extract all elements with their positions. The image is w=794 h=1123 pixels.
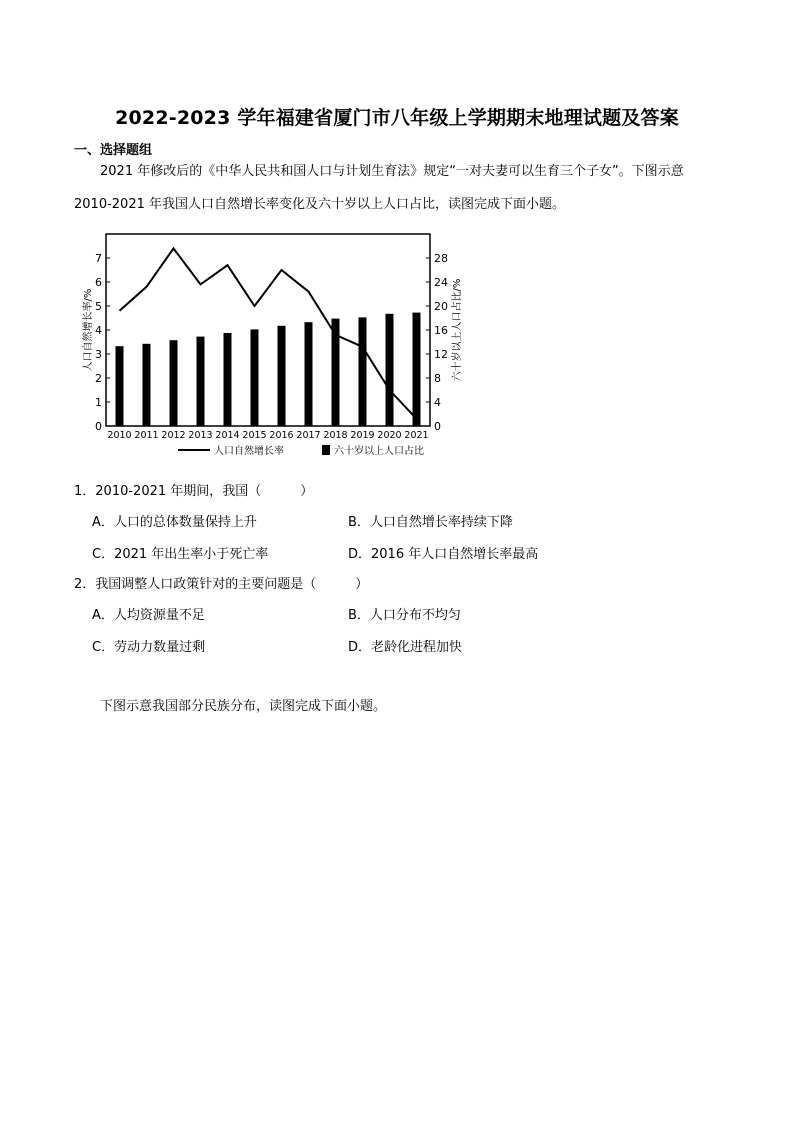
bar-2014 [224, 333, 232, 426]
question-1-option-b: B．人口自然增长率持续下降 [348, 515, 513, 530]
document-title: 2022-2023 学年福建省厦门市八年级上学期期末地理试题及答案 [115, 107, 679, 129]
plot-frame [106, 234, 430, 426]
x-tick-label: 2018 [323, 430, 348, 441]
x-tick-label: 2016 [269, 430, 294, 441]
right-tick-label: 12 [434, 348, 448, 361]
question-2-option-b: B．人口分布不均匀 [348, 608, 461, 623]
bar-2020 [386, 314, 394, 426]
bar-2010 [116, 346, 124, 426]
right-tick-label: 0 [434, 420, 441, 433]
question-2-stem: 2．我国调整人口政策针对的主要问题是（ ） [74, 577, 369, 592]
intro-paragraph-line1: 2021 年修改后的《中华人民共和国人口与计划生育法》规定“一对夫妻可以生育三个子女”。下图示意 [100, 164, 684, 179]
chart-svg [82, 228, 482, 464]
left-tick-label: 4 [95, 324, 102, 337]
bar-2017 [305, 322, 313, 426]
legend-bar-swatch [322, 445, 330, 455]
population-chart [82, 228, 482, 464]
x-tick-label: 2017 [296, 430, 321, 441]
left-axis-label: 人口自然增长率/% [83, 288, 94, 372]
question-2-option-a: A．人均资源量不足 [92, 608, 205, 623]
left-tick-label: 1 [95, 396, 102, 409]
line-series [120, 248, 417, 418]
left-tick-label: 0 [95, 420, 102, 433]
x-tick-label: 2021 [404, 430, 429, 441]
bar-2019 [359, 317, 367, 426]
legend-label-growth: 人口自然增长率 [214, 446, 284, 457]
bar-2011 [143, 344, 151, 426]
right-tick-label: 16 [434, 324, 448, 337]
intro-paragraph-line2: 2010-2021 年我国人口自然增长率变化及六十岁以上人口占比，读图完成下面小题。 [74, 197, 565, 212]
x-tick-label: 2010 [107, 430, 132, 441]
chart-legend [178, 444, 424, 457]
left-tick-label: 3 [95, 348, 102, 361]
right-axis-label: 六十岁以上人口占比/% [452, 278, 463, 382]
bar-series [116, 313, 421, 426]
x-tick-label: 2012 [161, 430, 186, 441]
right-tick-label: 20 [434, 300, 448, 313]
left-tick-label: 6 [95, 276, 102, 289]
bar-2016 [278, 326, 286, 426]
left-axis-ticks [95, 252, 110, 433]
legend-label-elderly: 六十岁以上人口占比 [334, 446, 424, 457]
question-1-stem: 1．2010-2021 年期间，我国（ ） [74, 484, 314, 499]
right-tick-label: 28 [434, 252, 448, 265]
bar-2012 [170, 340, 178, 426]
right-tick-label: 24 [434, 276, 448, 289]
bar-2021 [413, 313, 421, 426]
x-tick-label: 2019 [350, 430, 375, 441]
x-axis-ticks [107, 430, 428, 441]
question-1-option-c: C．2021 年出生率小于死亡率 [92, 547, 269, 562]
section-heading: 一、选择题组 [74, 143, 153, 158]
question-2-option-c: C．劳动力数量过剩 [92, 640, 206, 655]
left-tick-label: 7 [95, 252, 102, 265]
next-section-intro: 下图示意我国部分民族分布，读图完成下面小题。 [100, 699, 387, 714]
left-tick-label: 2 [95, 372, 102, 385]
bar-2013 [197, 337, 205, 426]
left-tick-label: 5 [95, 300, 102, 313]
question-1-option-a: A．人口的总体数量保持上升 [92, 515, 257, 530]
x-tick-label: 2011 [134, 430, 159, 441]
x-tick-label: 2013 [188, 430, 213, 441]
x-tick-label: 2014 [215, 430, 240, 441]
bar-2015 [251, 329, 259, 426]
question-2-option-d: D．老龄化进程加快 [348, 640, 463, 655]
x-tick-label: 2020 [377, 430, 402, 441]
x-tick-label: 2015 [242, 430, 267, 441]
question-1-option-d: D．2016 年人口自然增长率最高 [348, 547, 539, 562]
right-tick-label: 4 [434, 396, 441, 409]
right-tick-label: 8 [434, 372, 441, 385]
